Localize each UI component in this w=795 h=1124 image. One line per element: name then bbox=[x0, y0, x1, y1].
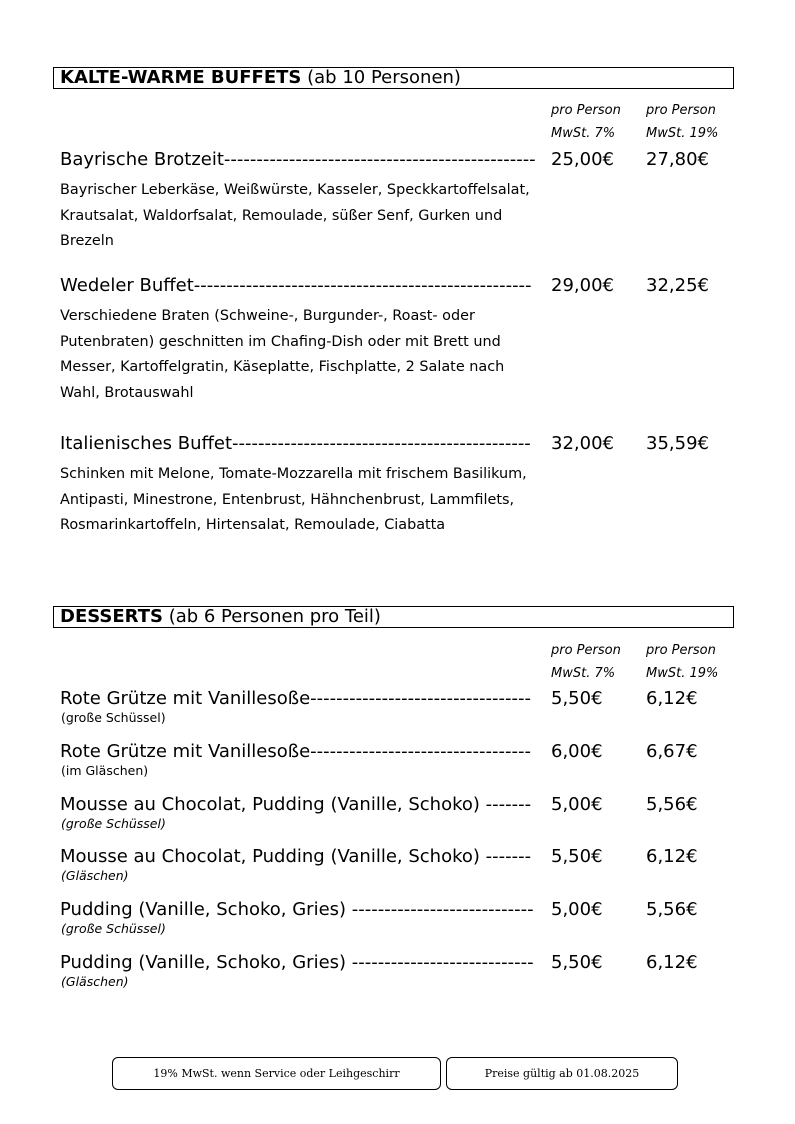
buffet-item-name: Bayrische Brotzeit------------------------------------------------ bbox=[60, 149, 536, 170]
buffet-item-name: Italienisches Buffet---------------------------------------------- bbox=[60, 433, 531, 454]
dessert-item-note: (Gläschen) bbox=[61, 974, 129, 989]
dessert-item-note: (große Schüssel) bbox=[61, 710, 166, 725]
dessert-price-19: 5,56€ bbox=[646, 794, 698, 815]
dessert-price-7: 5,50€ bbox=[551, 846, 603, 867]
footer-vat-note: 19% MwSt. wenn Service oder Leihgeschirr bbox=[112, 1057, 441, 1090]
dessert-price-19: 5,56€ bbox=[646, 899, 698, 920]
dessert-item-note: (große Schüssel) bbox=[61, 921, 166, 936]
col-7-line1: pro Person bbox=[551, 103, 621, 118]
buffets-title: KALTE-WARME BUFFETS bbox=[60, 67, 302, 88]
desc-line: Verschiedene Braten (Schweine-, Burgunder-, Roast- oder bbox=[60, 308, 475, 324]
dessert-price-19: 6,12€ bbox=[646, 952, 698, 973]
dessert-price-7: 5,50€ bbox=[551, 952, 603, 973]
desc-line: Krautsalat, Waldorfsalat, Remoulade, süßer Senf, Gurken und bbox=[60, 207, 503, 224]
col-19-line2: MwSt. 19% bbox=[646, 666, 719, 681]
desc-line: Antipasti, Minestrone, Entenbrust, Hähnchenbrust, Lammfilets, bbox=[60, 491, 515, 508]
buffet-price-7: 32,00€ bbox=[551, 433, 614, 454]
desc-line: Bayrischer Leberkäse, Weißwürste, Kasseler, Speckkartoffelsalat, bbox=[60, 182, 530, 198]
buffet-price-7: 29,00€ bbox=[551, 275, 614, 296]
desc-line: Putenbraten) geschnitten im Chafing-Dish oder mit Brett und bbox=[60, 333, 501, 350]
buffet-item-description bbox=[60, 304, 504, 406]
col-19-line1: pro Person bbox=[646, 103, 716, 118]
buffet-item-description bbox=[60, 178, 530, 255]
dessert-item-name: Mousse au Chocolat, Pudding (Vanille, Schoko) ------- bbox=[60, 846, 532, 867]
dessert-price-7: 5,00€ bbox=[551, 899, 603, 920]
desc-line: Brezeln bbox=[60, 233, 114, 249]
col-7-line2: MwSt. 7% bbox=[551, 666, 616, 681]
dessert-item-note: (große Schüssel) bbox=[61, 816, 166, 831]
dessert-item-name: Pudding (Vanille, Schoko, Gries) ---------------------------- bbox=[60, 899, 534, 920]
dessert-price-19: 6,12€ bbox=[646, 688, 698, 709]
dessert-item-name: Mousse au Chocolat, Pudding (Vanille, Schoko) ------- bbox=[60, 794, 532, 815]
buffets-col-7-header bbox=[551, 99, 621, 145]
col-19-line1: pro Person bbox=[646, 643, 716, 658]
col-19-line2: MwSt. 19% bbox=[646, 126, 719, 141]
col-7-line1: pro Person bbox=[551, 643, 621, 658]
dessert-price-19: 6,12€ bbox=[646, 846, 698, 867]
col-7-line2: MwSt. 7% bbox=[551, 126, 616, 141]
dessert-price-7: 6,00€ bbox=[551, 741, 603, 762]
dessert-item-note: (Gläschen) bbox=[61, 868, 129, 883]
desc-line: Rosmarinkartoffeln, Hirtensalat, Remoulade, Ciabatta bbox=[60, 517, 446, 533]
desserts-col-19-header bbox=[646, 639, 718, 685]
buffet-item-description bbox=[60, 462, 527, 539]
dessert-price-19: 6,67€ bbox=[646, 741, 698, 762]
buffet-price-19: 27,80€ bbox=[646, 149, 709, 170]
dessert-item-note: (im Gläschen) bbox=[61, 763, 149, 778]
buffet-price-19: 35,59€ bbox=[646, 433, 709, 454]
desserts-title: DESSERTS bbox=[60, 606, 163, 627]
dessert-price-7: 5,00€ bbox=[551, 794, 603, 815]
buffets-subtitle: (ab 10 Personen) bbox=[307, 67, 461, 88]
buffet-price-7: 25,00€ bbox=[551, 149, 614, 170]
desserts-subtitle: (ab 6 Personen pro Teil) bbox=[168, 606, 381, 627]
dessert-item-name: Rote Grütze mit Vanillesoße---------------------------------- bbox=[60, 741, 532, 762]
desserts-col-7-header bbox=[551, 639, 621, 685]
desserts-header bbox=[53, 606, 734, 628]
buffet-item-name: Wedeler Buffet---------------------------------------------------- bbox=[60, 275, 532, 296]
desc-line: Schinken mit Melone, Tomate-Mozzarella mit frischem Basilikum, bbox=[60, 466, 527, 482]
buffets-col-19-header bbox=[646, 99, 718, 145]
buffet-price-19: 32,25€ bbox=[646, 275, 709, 296]
desc-line: Wahl, Brotauswahl bbox=[60, 384, 194, 401]
footer-validity-note: Preise gültig ab 01.08.2025 bbox=[446, 1057, 678, 1090]
dessert-item-name: Rote Grütze mit Vanillesoße---------------------------------- bbox=[60, 688, 532, 709]
dessert-price-7: 5,50€ bbox=[551, 688, 603, 709]
buffets-header bbox=[53, 67, 734, 89]
desc-line: Messer, Kartoffelgratin, Käseplatte, Fischplatte, 2 Salate nach bbox=[60, 359, 505, 375]
dessert-item-name: Pudding (Vanille, Schoko, Gries) ---------------------------- bbox=[60, 952, 534, 973]
